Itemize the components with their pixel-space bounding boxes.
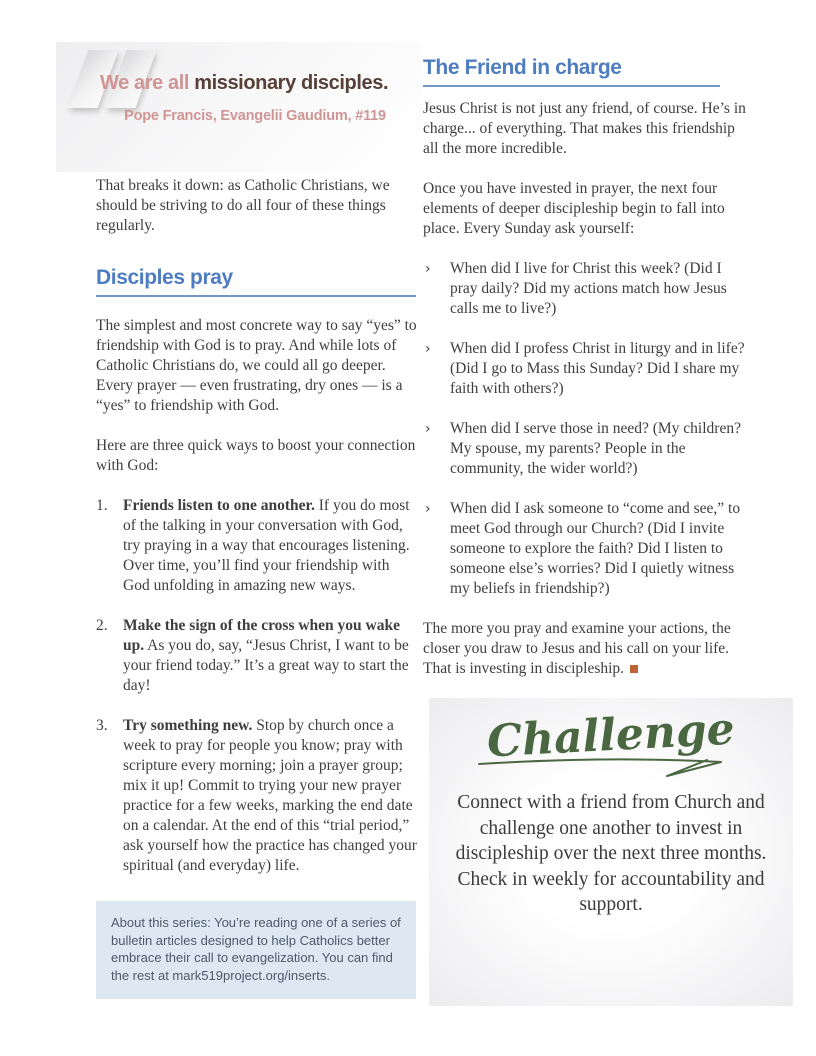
list-item	[423, 499, 750, 599]
right-paragraph-2: Once you have invested in prayer, the next four elements of deeper discipleship begin to fall into place. Every Sunday ask yourself:	[423, 180, 725, 237]
pull-quote-block	[56, 42, 422, 172]
chevron-bullet-icon: ›	[425, 501, 431, 517]
right-column	[423, 56, 750, 679]
friend-in-charge-heading: The Friend in charge	[423, 56, 720, 87]
quote-attribution: Pope Francis, Evangelii Gaudium, #119	[124, 108, 386, 124]
list-item	[423, 419, 750, 479]
quote-headline-accent: We are all	[100, 72, 190, 94]
list-item	[96, 616, 417, 696]
quote-headline-rest: missionary disciples.	[189, 72, 389, 94]
list-item-number: 3.	[96, 717, 108, 734]
disciples-pray-heading: Disciples pray	[96, 266, 416, 297]
chevron-bullet-icon: ›	[425, 421, 431, 437]
left-intro-paragraph: That breaks it down: as Catholic Christians, we should be striving to do all four of these things regularly.	[96, 177, 390, 234]
article-endmark-square	[630, 665, 638, 673]
list-item	[423, 339, 750, 399]
list-item-text: If you do most of the talking in your conversation with God, try praying in a way that encourages listening. Over time, you’ll find your friendship with God unfolding in amazing new ways.	[123, 497, 410, 594]
closing-text: The more you pray and examine your actions, the closer you draw to Jesus and his call on your life. That is investing in discipleship.	[423, 620, 731, 677]
list-item-text: When did I profess Christ in liturgy and in life? (Did I go to Mass this Sunday? Did I share my faith with others?)	[450, 340, 745, 397]
challenge-text: Connect with a friend from Church and challenge one another to invest in discipleship over the next three months. Check in weekly for accountability and support.	[455, 792, 767, 915]
list-item-lead: Friends listen to one another.	[123, 497, 315, 514]
chevron-bullet-icon: ›	[425, 341, 431, 357]
left-paragraph-2: Here are three quick ways to boost your connection with God:	[96, 437, 416, 474]
right-closing-paragraph	[423, 619, 750, 679]
right-paragraph-1: Jesus Christ is not just any friend, of course. He’s in charge... of everything. That makes this friendship all the more incredible.	[423, 100, 746, 157]
list-item	[96, 496, 417, 596]
list-item-number: 1.	[96, 497, 108, 514]
chevron-bullet-icon: ›	[425, 261, 431, 277]
list-item-text: As you do, say, “Jesus Christ, I want to be your friend today.” It’s a great way to start the day!	[123, 637, 409, 694]
challenge-box	[429, 698, 793, 1006]
list-item-lead: Try something new.	[123, 717, 253, 734]
sunday-questions-list	[423, 259, 750, 599]
prayer-steps-list	[96, 496, 417, 876]
list-item-text: Stop by church once a week to pray for people you know; pray with scripture every morning; join a prayer group; mix it up! Commit to trying your new prayer practice for a few weeks, marking the end date on a calendar. At the end of this “trial period,” ask yourself how the practice has changed your spiritual (and everyday) life.	[123, 717, 417, 874]
list-item-lead: Make the sign of the cross when you wake up.	[123, 617, 400, 654]
list-item	[96, 716, 417, 876]
quote-headline	[100, 72, 410, 95]
list-item	[423, 259, 750, 319]
left-paragraph-1: The simplest and most concrete way to say “yes” to friendship with God is to pray. And while lots of Catholic Christians do, we could all go deeper. Every prayer — even frustrating, dry ones — is a “yes” to friendship with God.	[96, 317, 417, 414]
list-item-text: When did I serve those in need? (My children? My spouse, my parents? People in the community, the wider world?)	[450, 420, 741, 477]
list-item-text: When did I live for Christ this week? (Did I pray daily? Did my actions match how Jesus calls me to live?)	[450, 260, 727, 317]
left-column	[96, 168, 417, 999]
about-series-box: About this series: You’re reading one of a series of bulletin articles designed to help Catholics better embrace their call to evangelization. You can find the rest at mark519project.org/inserts.	[96, 901, 416, 999]
list-item-number: 2.	[96, 617, 108, 634]
challenge-script-title: Challenge	[485, 703, 736, 768]
list-item-text: When did I ask someone to “come and see,” to meet God through our Church? (Did I invite someone to explore the faith? Did I listen to someone else’s worries? Did I quietly witness my beliefs in friendship?)	[450, 500, 741, 597]
